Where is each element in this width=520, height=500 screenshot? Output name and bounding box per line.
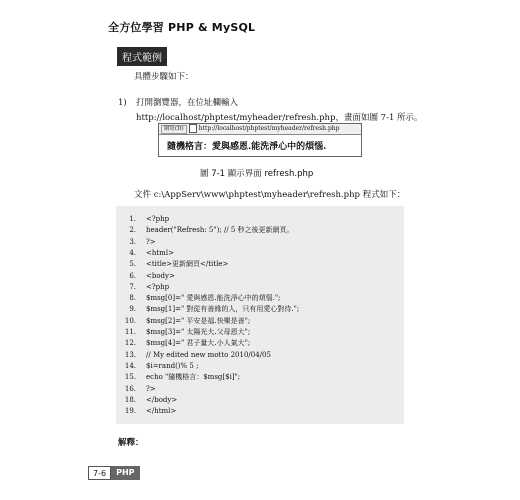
code-line-number: 4. — [129, 248, 136, 257]
code-line — [116, 304, 299, 314]
code-line-text: $msg[4]=" 君子量大.小人氣大"; — [146, 339, 251, 348]
code-line-number: 15. — [124, 373, 136, 382]
code-line-text: <html> — [146, 248, 174, 257]
code-line — [116, 259, 228, 269]
code-line-text: // My edited new motto 2010/04/05 — [146, 350, 271, 359]
code-line-number: 18. — [124, 395, 136, 404]
page-footer — [88, 466, 140, 480]
book-header-title: 全方位學習 PHP & MySQL — [108, 21, 256, 34]
code-line — [116, 395, 177, 405]
code-line-number: 7. — [129, 282, 136, 291]
browser-address-bar — [159, 124, 361, 135]
code-line — [116, 372, 240, 382]
code-line — [116, 214, 169, 224]
code-line-number: 14. — [124, 361, 136, 370]
code-line-text: $i=rand()% 5 ; — [146, 361, 199, 370]
step-body — [136, 98, 496, 124]
code-line — [116, 327, 250, 337]
code-line — [116, 237, 156, 247]
code-line-text: <?php — [146, 282, 170, 291]
code-line — [116, 338, 250, 348]
code-line-text: <?php — [146, 215, 170, 223]
code-line-number: 10. — [124, 316, 136, 325]
intro-text: 具體步驟如下： — [134, 72, 194, 82]
code-line-number: 11. — [124, 328, 136, 336]
code-line-number: 13. — [124, 350, 136, 359]
browser-content: 隨機格言：愛與感恩.能洗淨心中的煩惱. — [167, 142, 327, 152]
code-line-number: 6. — [129, 271, 136, 280]
step-number: 1) — [118, 98, 127, 108]
figure-caption: 圖 7-1 顯示界面 refresh.php — [200, 169, 314, 179]
code-line — [116, 271, 175, 281]
code-line-text: </body> — [146, 395, 178, 404]
code-listing — [116, 206, 404, 424]
code-line — [116, 248, 174, 258]
code-line-text: ?> — [146, 384, 156, 393]
code-line-text: $msg[0]=" 愛與感恩.能洗淨心中的煩惱."; — [146, 294, 281, 303]
code-line-text: $msg[3]=" 太陽光大.父母恩大"; — [146, 328, 251, 336]
code-line — [116, 406, 176, 416]
address-url: http://localhost/phptest/myheader/refresh.php — [198, 125, 340, 132]
code-line-text: <body> — [146, 271, 175, 280]
code-line — [116, 350, 271, 360]
code-line — [116, 316, 250, 326]
code-line-number: 1. — [129, 215, 136, 223]
code-line — [116, 293, 280, 303]
code-line — [116, 361, 198, 371]
page-icon — [189, 124, 197, 133]
address-label: 網址(D) — [161, 125, 187, 134]
code-line-number: 3. — [129, 237, 136, 246]
code-line-number: 9. — [129, 305, 136, 314]
code-line-number: 12. — [124, 339, 136, 348]
code-line-number: 8. — [129, 294, 136, 303]
section-tag: 程式範例 — [117, 47, 167, 66]
code-line-text: ?> — [146, 237, 156, 246]
code-line-text: $msg[1]=" 對從有善緣的人，只有用愛心對待."; — [146, 305, 300, 314]
code-line-text: $msg[2]=" 平安是福.快樂是善"; — [146, 316, 251, 325]
code-line-text: header("Refresh: 5"); // 5 秒之後更新網頁。 — [146, 226, 294, 235]
code-line-number: 16. — [124, 384, 136, 393]
page-number: 7-6 — [88, 466, 111, 480]
explain-label: 解釋： — [118, 438, 144, 448]
code-line — [116, 225, 294, 235]
code-line-number: 2. — [129, 226, 136, 235]
code-line — [116, 384, 156, 394]
step-line-2: http://localhost/phptest/myheader/refresh.php，畫面如圖 7-1 所示。 — [136, 113, 423, 123]
footer-label: PHP — [111, 466, 139, 480]
file-path-line: 文件 c:\AppServ\www\phptest\myheader\refresh.php 程式如下： — [134, 190, 406, 200]
code-line-number: 19. — [124, 407, 136, 416]
browser-screenshot — [158, 123, 362, 157]
code-line — [116, 282, 169, 292]
code-line-text: </html> — [146, 407, 177, 416]
code-line-text: <title>更新網頁</title> — [146, 260, 229, 269]
step-line-1: 打開瀏覽器，在位址欄輸入 — [136, 98, 239, 108]
code-line-text: echo "隨機格言：$msg[$i]"; — [146, 373, 241, 382]
code-line-number: 5. — [129, 260, 136, 269]
